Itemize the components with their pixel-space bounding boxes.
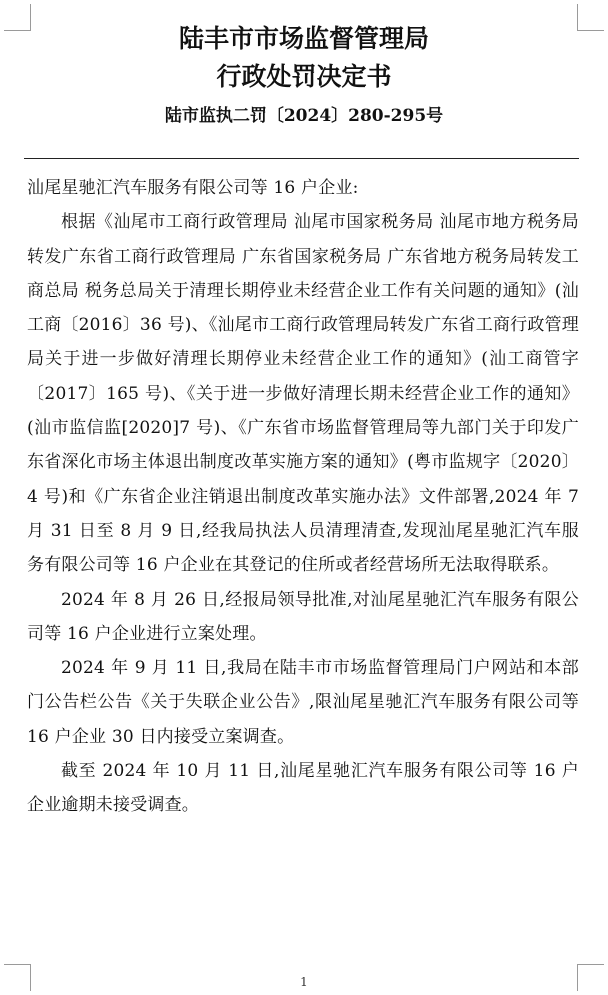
page-number: 1 (300, 975, 308, 989)
document-body (27, 171, 579, 823)
document-title-type: 行政处罚决定书 (216, 62, 392, 91)
document-number: 陆市监执二罚〔2024〕280-295号 (164, 106, 444, 126)
body-paragraph: 2024 年 9 月 11 日,我局在陆丰市市场监督管理局门户网站和本部门公告栏公告《关于失联企业公告》,限汕尾星驰汇汽车服务有限公司等 16 户企业 30 日内接受立案调查。 (27, 658, 579, 747)
document-title-agency: 陆丰市市场监督管理局 (178, 24, 429, 53)
addressee: 汕尾星驰汇汽车服务有限公司等 16 户企业: (27, 178, 359, 198)
body-paragraph: 2024 年 8 月 26 日,经报局领导批准,对汕尾星驰汇汽车服务有限公司等 16 户企业进行立案处理。 (27, 589, 579, 644)
body-paragraph: 根据《汕尾市工商行政管理局 汕尾市国家税务局 汕尾市地方税务局转发广东省工商行政管理局 广东省国家税务局 广东省地方税务局转发工商总局 税务总局关于清理长期停业未经营企业工作有关问题的通知》(汕工商〔2016〕36 号)、《汕尾市工商行政管理局转发广东省工商行政管理局关于进一步做好清理长期停业未经营企业工作的通知》(汕工商管字〔2017〕165 号)、《关于进一步做好清理长期未经营企业工作的通知》(汕市监信监[2020]7 号)、《广东省市场监督管理局等九部门关于印发广东省深化市场主体退出制度改革实施方案的通知》(粤市监规字〔2020〕4 号)和《广东省企业注销退出制度改革实施办法》文件部署,2024 年 7 月 31 日至 8 月 9 日,经我局执法人员清理清查,发现汕尾星驰汇汽车服务有限公司等 16 户企业在其登记的住所或者经营场所无法取得联系。 (27, 212, 579, 576)
header-divider (24, 158, 579, 159)
body-paragraph: 截至 2024 年 10 月 11 日,汕尾星驰汇汽车服务有限公司等 16 户企业逾期未接受调查。 (27, 761, 579, 816)
